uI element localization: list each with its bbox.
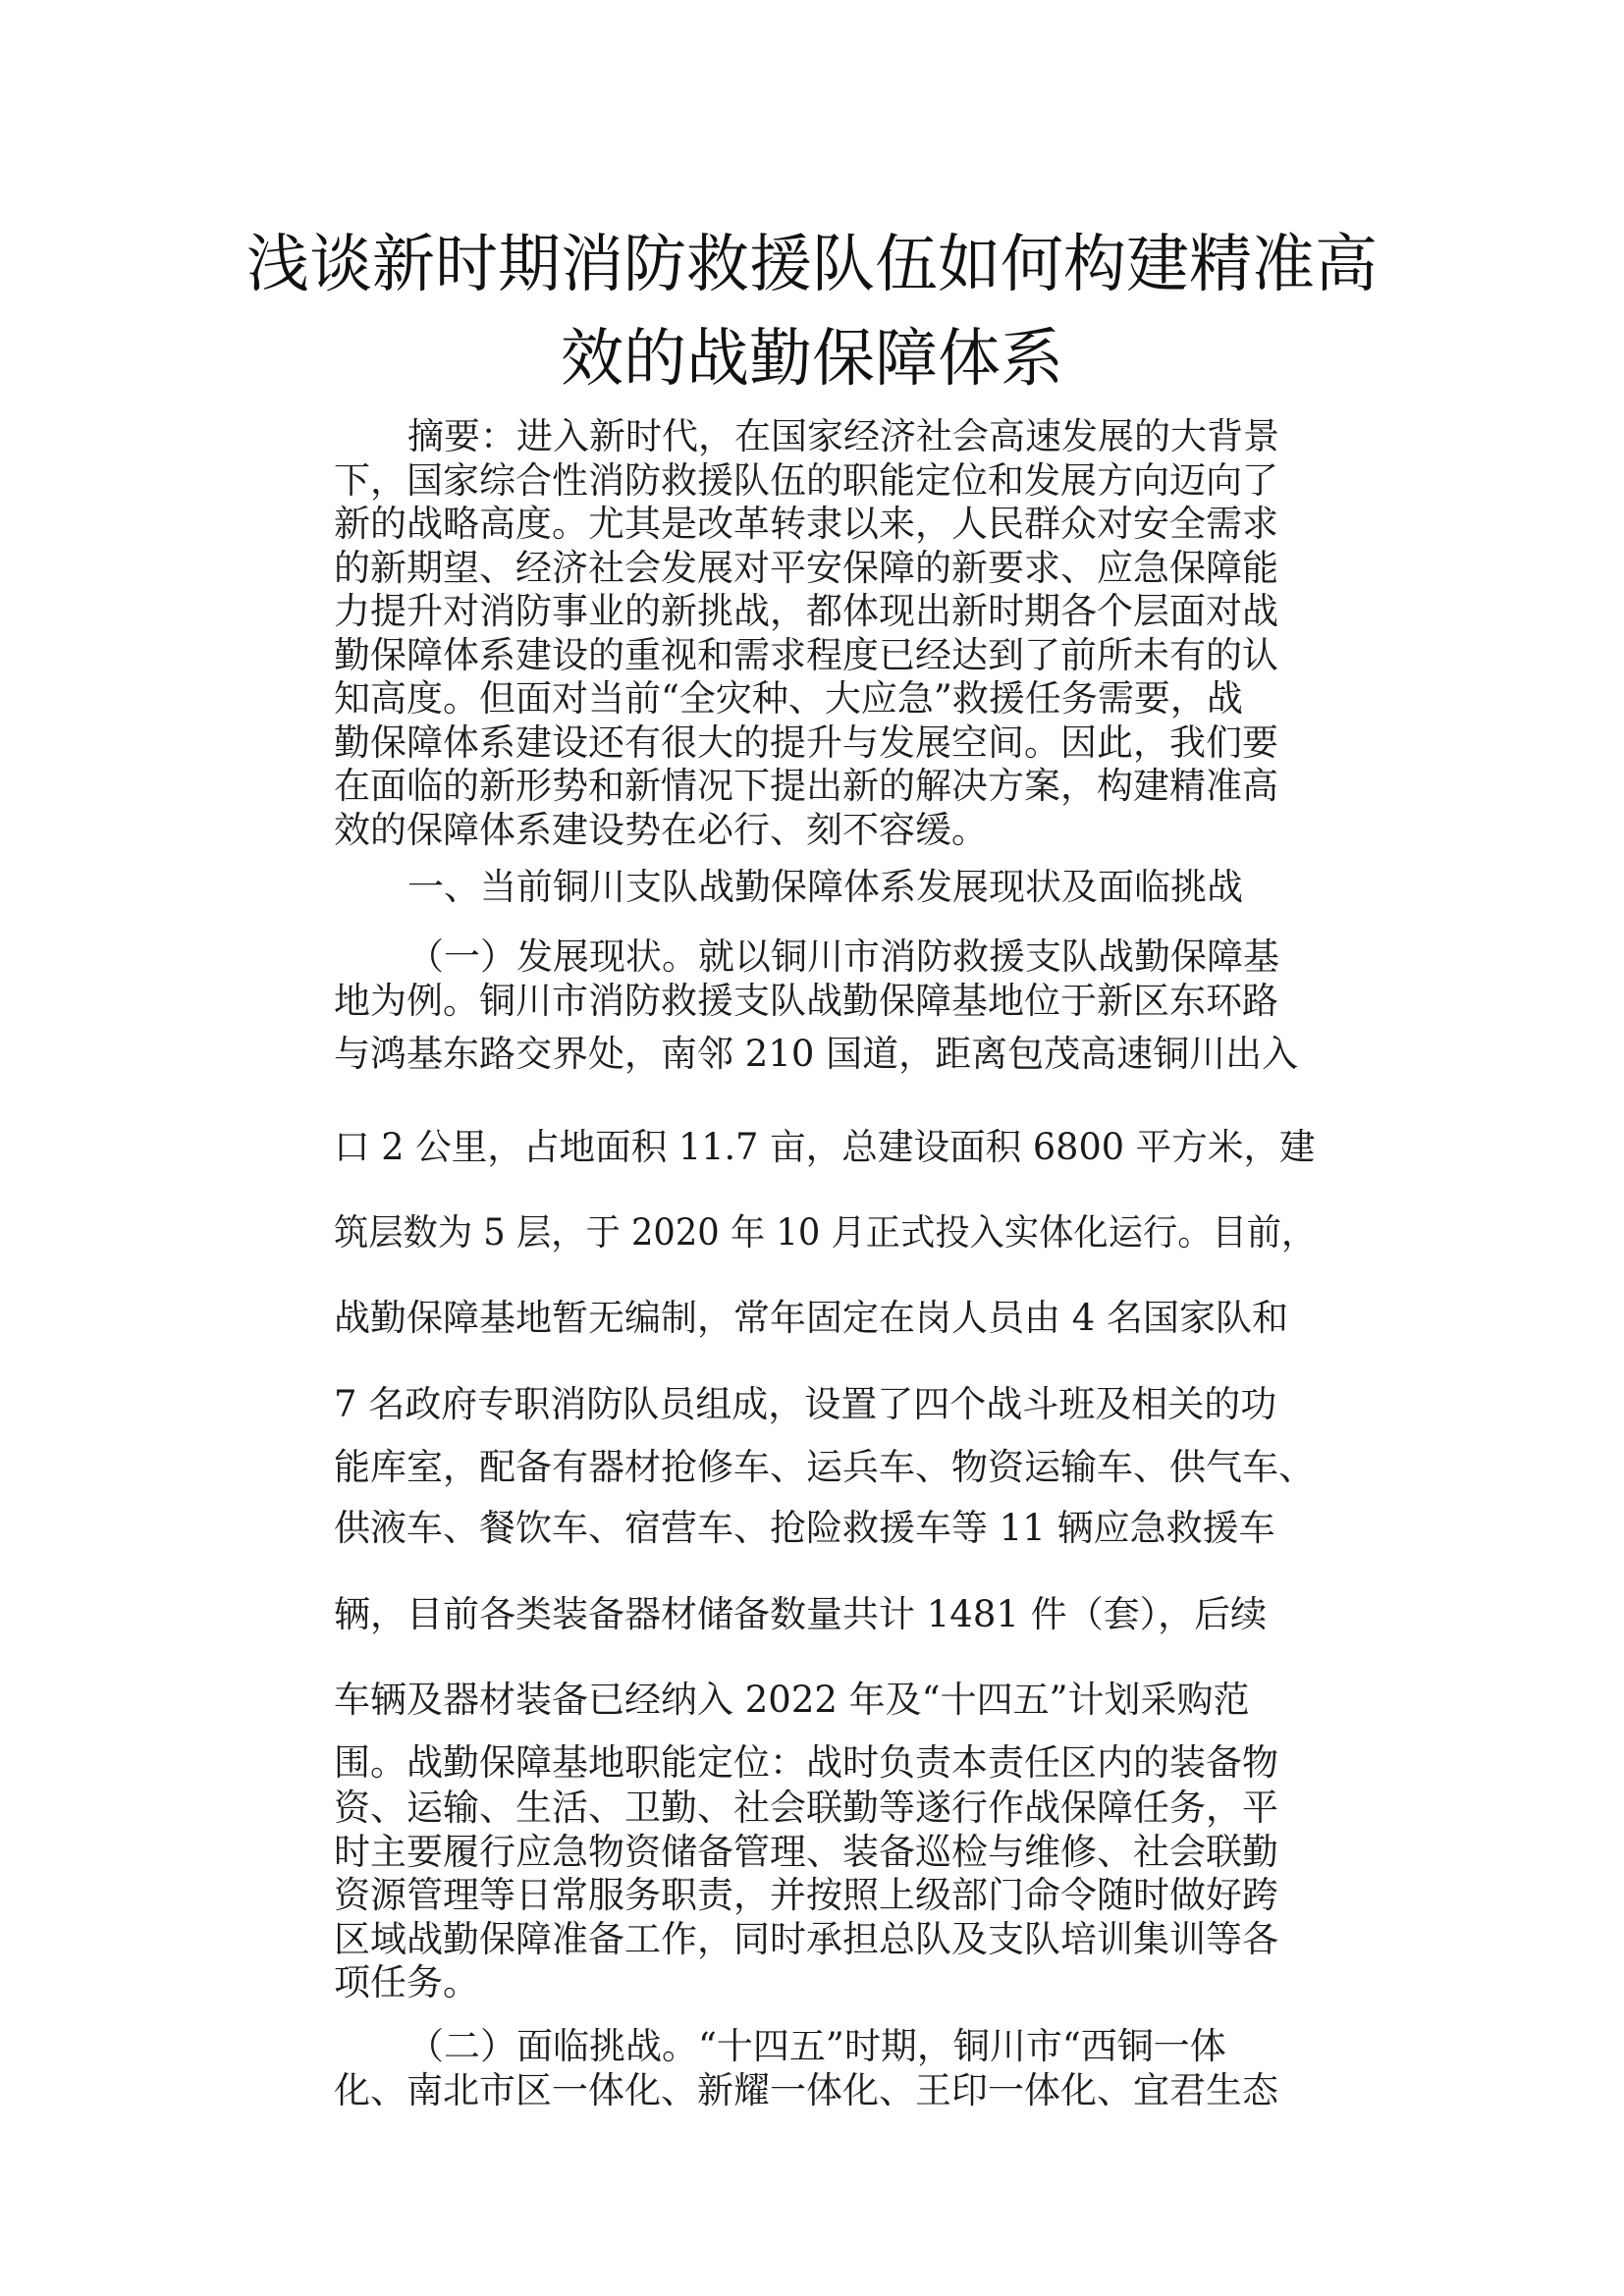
abstract-line: 勤保障体系建设还有很大的提升与发展空间。因此，我们要 [334, 721, 1278, 764]
body-line: 围。战勤保障基地职能定位：战时负责本责任区内的装备物 [334, 1741, 1278, 1784]
body-line: （一）发展现状。就以铜川市消防救援支队战勤保障基 [407, 935, 1279, 978]
body-line: 筑层数为 5 层，于 2020 年 10 月正式投入实体化运行。目前， [334, 1211, 1317, 1254]
abstract-line: 知高度。但面对当前“全灾种、大应急”救援任务需要，战 [334, 677, 1243, 720]
abstract-line: 下，国家综合性消防救援队伍的职能定位和发展方向迈向了 [334, 459, 1278, 502]
abstract-line: 新的战略高度。尤其是改革转隶以来，人民群众对安全需求 [334, 503, 1278, 545]
body-line: 地为例。铜川市消防救援支队战勤保障基地位于新区东环路 [334, 980, 1278, 1022]
abstract-line: 力提升对消防事业的新挑战，都体现出新时期各个层面对战 [334, 590, 1278, 632]
body-line: 项任务。 [334, 1961, 479, 2003]
abstract-line: 效的保障体系建设势在必行、刻不容缓。 [334, 809, 988, 851]
body-line: 供液车、餐饮车、宿营车、抢险救援车等 11 辆应急救援车 [334, 1507, 1275, 1549]
abstract-line: 摘要：进入新时代，在国家经济社会高速发展的大背景 [407, 415, 1279, 457]
body-line: 资、运输、生活、卫勤、社会联勤等遂行作战保障任务，平 [334, 1787, 1278, 1829]
body-line: 口 2 公里，占地面积 11.7 亩，总建设面积 6800 平方米，建 [334, 1126, 1316, 1168]
body-line: （二）面临挑战。“十四五”时期，铜川市“西铜一体 [407, 2025, 1226, 2067]
body-line: 7 名政府专职消防队员组成，设置了四个战斗班及相关的功 [334, 1383, 1277, 1425]
body-line: 区域战勤保障准备工作，同时承担总队及支队培训集训等各 [334, 1918, 1278, 1960]
title-line-2: 效的战勤保障体系 [561, 323, 1063, 396]
body-line: 辆，目前各类装备器材储备数量共计 1481 件（套），后续 [334, 1593, 1268, 1635]
title-line-1: 浅谈新时期消防救援队伍如何构建精准高 [246, 229, 1378, 301]
body-line: 战勤保障基地暂无编制，常年固定在岗人员由 4 名国家队和 [334, 1297, 1289, 1339]
body-line: 车辆及器材装备已经纳入 2022 年及“十四五”计划采购范 [334, 1679, 1250, 1721]
document-title [236, 218, 1388, 406]
body-line: 化、南北市区一体化、新耀一体化、王印一体化、宜君生态 [334, 2069, 1278, 2111]
abstract-line: 勤保障体系建设的重视和需求程度已经达到了前所未有的认 [334, 634, 1278, 676]
abstract-line: 在面临的新形势和新情况下提出新的解决方案，构建精准高 [334, 765, 1278, 807]
body-line: 资源管理等日常服务职责，并按照上级部门命令随时做好跨 [334, 1874, 1278, 1916]
body-line: 与鸿基东路交界处，南邻 210 国道，距离包茂高速铜川出入 [334, 1033, 1299, 1075]
section-heading: 一、当前铜川支队战勤保障体系发展现状及面临挑战 [407, 866, 1243, 908]
body-line: 能库室，配备有器材抢修车、运兵车、物资运输车、供气车、 [334, 1446, 1315, 1488]
abstract-line: 的新期望、经济社会发展对平安保障的新要求、应急保障能 [334, 547, 1278, 589]
body-line: 时主要履行应急物资储备管理、装备巡检与维修、社会联勤 [334, 1831, 1278, 1873]
